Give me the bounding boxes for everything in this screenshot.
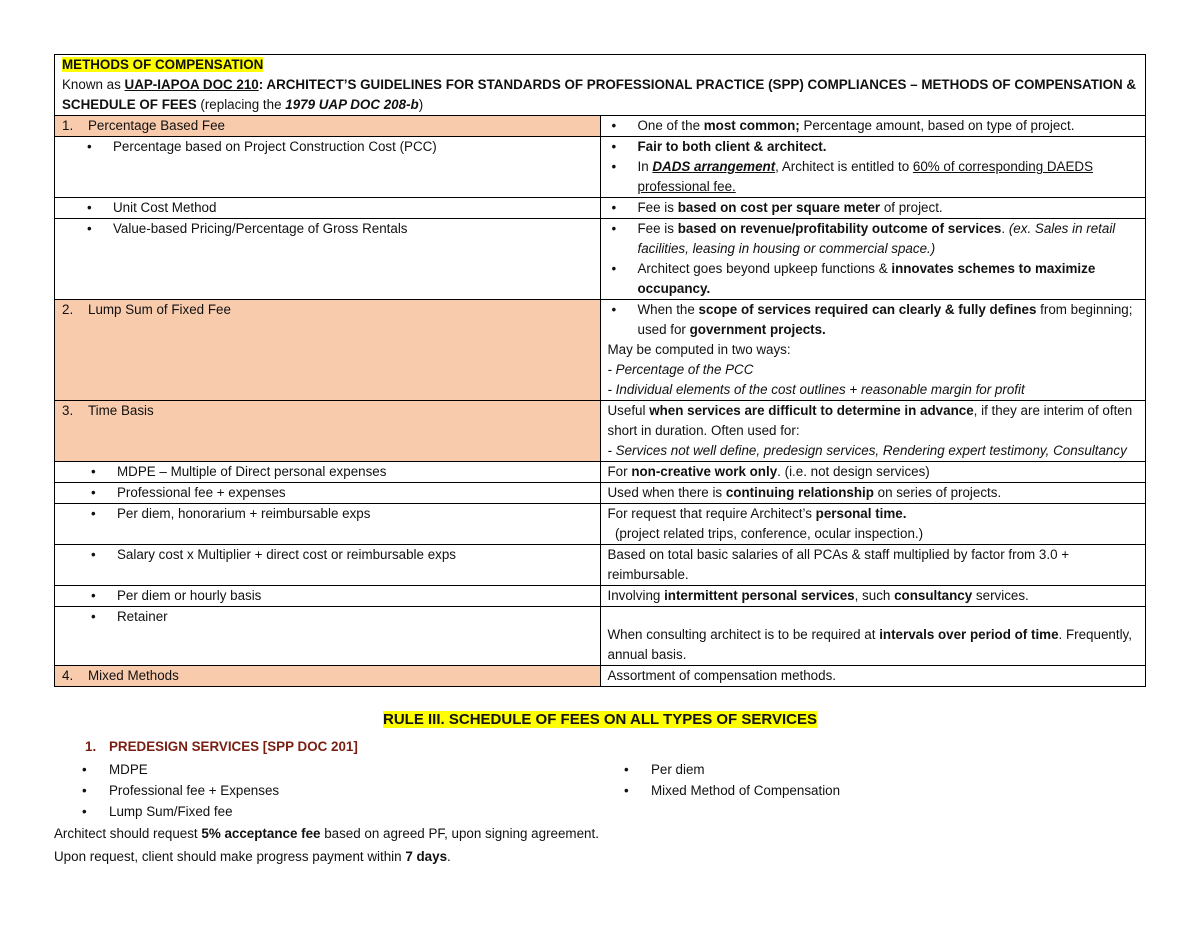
bullet-icon: • bbox=[82, 762, 87, 777]
method-label: Unit Cost Method bbox=[113, 200, 217, 215]
bullet-icon: • bbox=[611, 159, 617, 174]
header-description: Known as UAP-IAPOA DOC 210: ARCHITECT’S GUIDELINES FOR STANDARDS OF PROFESSIONAL PRACTICE (SPP) COMPLIANCES – METHODS OF COMPENSATION & SCHEDULE OF FEES (replacing the 1979 UAP DOC 208-b) bbox=[62, 77, 1137, 112]
method-label: Per diem, honorarium + reimbursable exps bbox=[117, 506, 371, 521]
acceptance-fee-paragraph: Architect should request 5% acceptance fee based on agreed PF, upon signing agreement. bbox=[54, 826, 599, 841]
table-row: • MDPE – Multiple of Direct personal expenses For non-creative work only. (i.e. not design services) bbox=[55, 462, 1146, 483]
compensation-table bbox=[54, 54, 1146, 687]
table-row: • Per diem or hourly basis Involving intermittent personal services, such consultancy services. bbox=[55, 586, 1146, 607]
bullet-icon: • bbox=[91, 609, 96, 624]
predesign-list bbox=[54, 759, 1146, 822]
bullet-icon: • bbox=[611, 200, 617, 215]
list-item: • Mixed Method of Compensation bbox=[624, 780, 840, 801]
bullet-icon: • bbox=[91, 547, 96, 562]
bullet-icon: • bbox=[624, 783, 629, 798]
method-label: MDPE – Multiple of Direct personal expenses bbox=[117, 464, 387, 479]
method-label: Time Basis bbox=[88, 403, 154, 418]
method-label: Mixed Methods bbox=[88, 668, 179, 683]
table-row: 3. Time Basis Useful when services are difficult to determine in advance, if they are interim of often short in duration. Often used for: - Services not well define, predesign services, Rendering expert testimony, Consultancy bbox=[55, 401, 1146, 462]
table-header-row bbox=[55, 55, 1146, 116]
bullet-icon: • bbox=[624, 762, 629, 777]
table-row: • Professional fee + expenses Used when there is continuing relationship on series of projects. bbox=[55, 483, 1146, 504]
method-label: Percentage Based Fee bbox=[88, 118, 225, 133]
bullet-icon: • bbox=[82, 783, 87, 798]
table-row: • Salary cost x Multiplier + direct cost or reimbursable exps Based on total basic salaries of all PCAs & staff multiplied by factor from 3.0 + reimbursable. bbox=[55, 545, 1146, 586]
document-page bbox=[54, 54, 1146, 868]
bullet-icon: • bbox=[87, 200, 92, 215]
table-row: • Value-based Pricing/Percentage of Gross Rentals • Fee is based on revenue/profitability outcome of services. (ex. Sales in retail facilities, leasing in housing or commercial space.) • Architect goes beyond upkeep functions & innovates schemes to maximize occupancy. bbox=[55, 219, 1146, 300]
table-row: • Unit Cost Method • Fee is based on cost per square meter of project. bbox=[55, 198, 1146, 219]
list-item: • Per diem bbox=[624, 759, 840, 780]
method-label: Lump Sum of Fixed Fee bbox=[88, 302, 231, 317]
bullet-icon: • bbox=[91, 506, 96, 521]
table-row: • Retainer When consulting architect is to be required at intervals over period of time. Frequently, annual basis. bbox=[55, 607, 1146, 666]
bullet-icon: • bbox=[611, 139, 617, 154]
method-label: Salary cost x Multiplier + direct cost or reimbursable exps bbox=[117, 547, 456, 562]
section-title: METHODS OF COMPENSATION bbox=[62, 57, 264, 72]
table-row: 4. Mixed Methods Assortment of compensation methods. bbox=[55, 666, 1146, 687]
bullet-icon: • bbox=[611, 261, 617, 276]
method-label: Retainer bbox=[117, 609, 168, 624]
table-row: 2. Lump Sum of Fixed Fee • When the scope of services required can clearly & fully defines from beginning; used for government projects. May be computed in two ways: - Percentage of the PCC - Individual elements of the cost outlines + reasonable margin for profit bbox=[55, 300, 1146, 401]
rule-heading: RULE III. SCHEDULE OF FEES ON ALL TYPES OF SERVICES bbox=[383, 711, 817, 728]
method-label: Per diem or hourly basis bbox=[117, 588, 262, 603]
bullet-icon: • bbox=[87, 221, 92, 236]
bullet-icon: • bbox=[91, 464, 96, 479]
bullet-icon: • bbox=[87, 139, 92, 154]
bullet-icon: • bbox=[611, 118, 617, 133]
list-item: • Lump Sum/Fixed fee bbox=[82, 801, 624, 822]
doc-reference: UAP-IAPOA DOC 210 bbox=[124, 77, 259, 92]
method-label: Value-based Pricing/Percentage of Gross Rentals bbox=[113, 221, 408, 236]
table-row: • Per diem, honorarium + reimbursable exps For request that require Architect’s personal time. (project related trips, conference, ocular inspection.) bbox=[55, 504, 1146, 545]
bullet-icon: • bbox=[91, 485, 96, 500]
bullet-icon: • bbox=[611, 302, 617, 317]
list-item: • Professional fee + Expenses bbox=[82, 780, 624, 801]
bullet-icon: • bbox=[611, 221, 617, 236]
list-item: • MDPE bbox=[82, 759, 624, 780]
bullet-icon: • bbox=[82, 804, 87, 819]
method-label: Percentage based on Project Construction Cost (PCC) bbox=[113, 139, 437, 154]
table-row: • Percentage based on Project Construction Cost (PCC) • Fair to both client & architect. • In DADS arrangement, Architect is entitled to 60% of corresponding DAEDS professional fee. bbox=[55, 137, 1146, 198]
table-row: 1. Percentage Based Fee • One of the most common; Percentage amount, based on type of project. bbox=[55, 116, 1146, 137]
bullet-icon: • bbox=[91, 588, 96, 603]
method-label: Professional fee + expenses bbox=[117, 485, 286, 500]
progress-payment-paragraph: Upon request, client should make progress payment within 7 days. bbox=[54, 849, 451, 864]
predesign-heading: 1. PREDESIGN SERVICES [SPP DOC 201] bbox=[85, 739, 358, 754]
